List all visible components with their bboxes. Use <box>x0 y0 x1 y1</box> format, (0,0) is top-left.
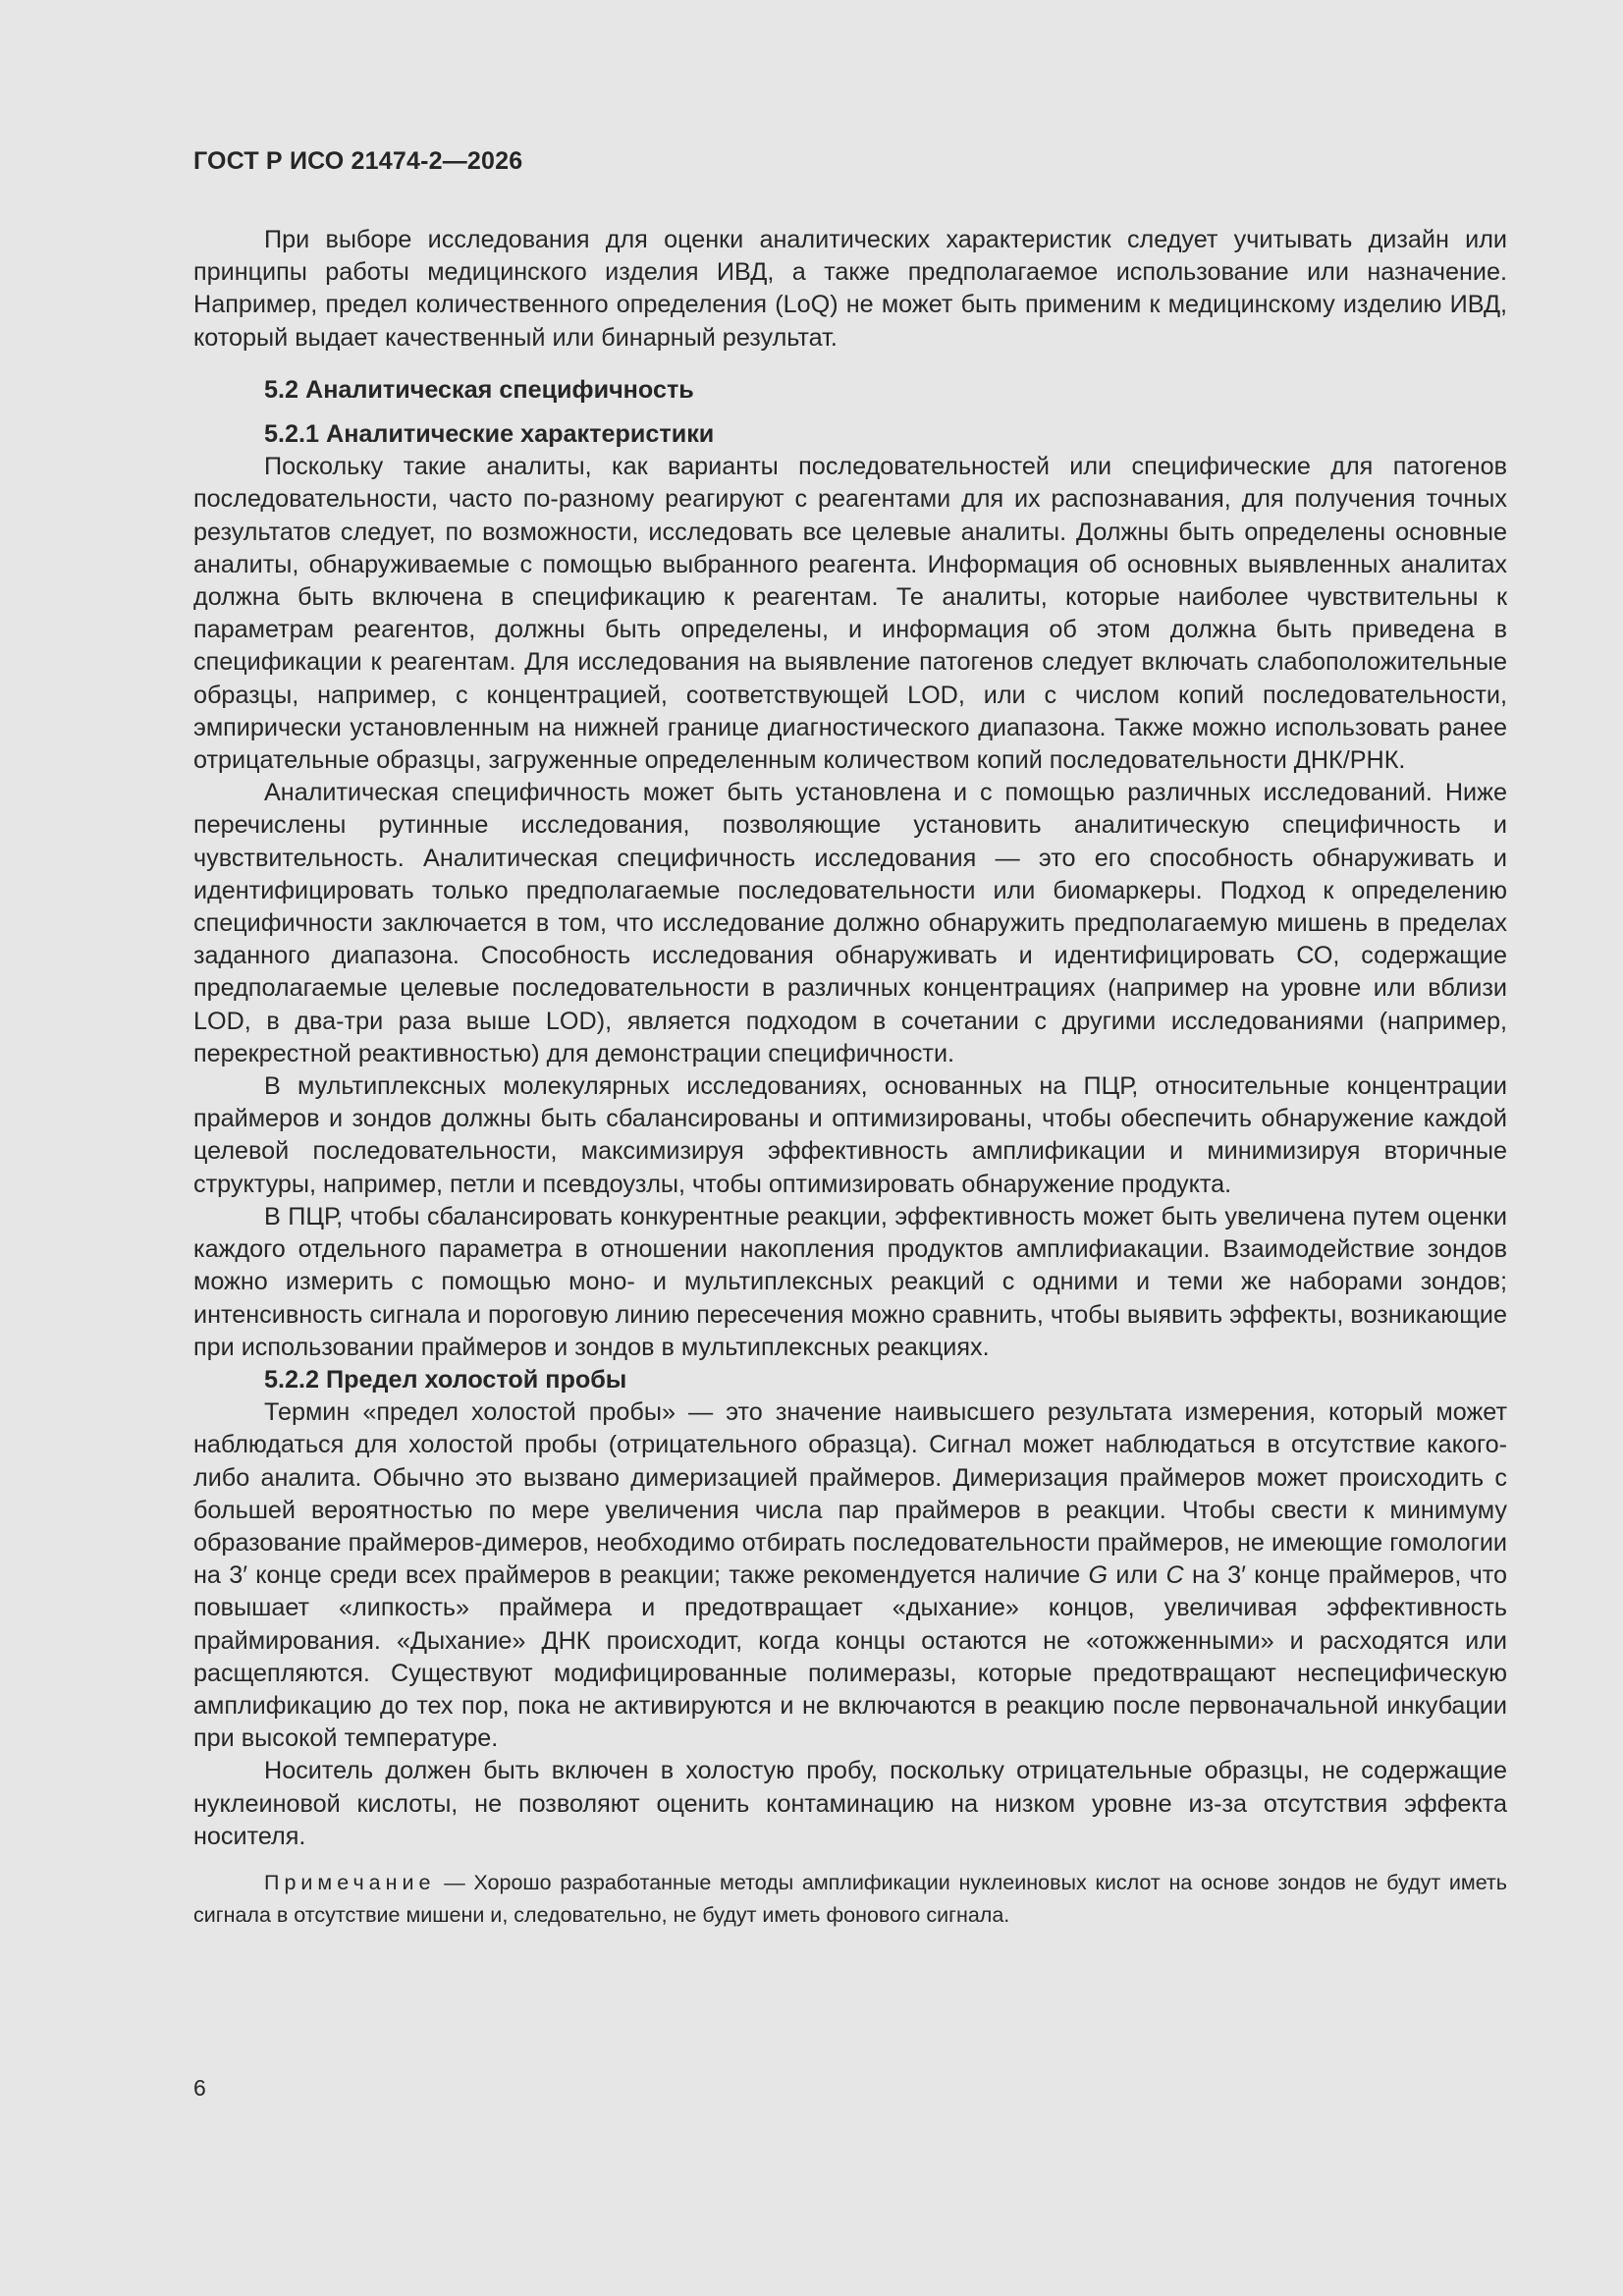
note-text: — Хорошо разработанные методы амплификации нуклеиновых кислот на основе зондов не будут иметь сигнала в отсутствие мишени и, следовательно, не будут иметь фонового сигнала. <box>193 1870 1507 1927</box>
section-5-2-1-paragraph: Поскольку такие аналиты, как варианты последовательностей или специфические для патогенов последовательности, часто по-разному реагируют с реагентами для их распознавания, для получения точных результатов следует, по возможности, исследовать все целевые аналиты. Должны быть определены основные аналиты, обнаруживаемые с помощью выбранного реагента. Информация об основных выявленных аналитах должна быть включена в спецификацию к реагентам. Те аналиты, которые наиболее чувствительны к параметрам реагентов, должны быть определены, и информация об этом должна быть приведена в спецификации к реагентам. Для исследования на выявление патогенов следует включать слабоположительные образцы, например, с концентрацией, соответствующей LOD, или с числом копий последовательности, эмпирически установленным на нижней границе диагностического диапазона. Также можно использовать ранее отрицательные образцы, загруженные определенным количеством копий последовательности ДНК/РНК. <box>193 453 1507 775</box>
standard-header: ГОСТ Р ИСО 21474-2—2026 <box>193 147 523 175</box>
section-5-2-1-heading: 5.2.1 Аналитические характеристики <box>264 420 715 449</box>
section-5-2-1-paragraph: В ПЦР, чтобы сбалансировать конкурентные реакции, эффективность может быть увеличена путем оценки каждого отдельного параметра в отношении накопления продуктов амплифиакации. Взаимодействие зондов можно измерить с помощью моно- и мультиплексных реакций с одними и теми же наборами зондов; интенсивность сигнала и пороговую линию пересечения можно сравнить, чтобы выявить эффекты, возникающие при использовании праймеров и зондов в мультиплексных реакциях. <box>193 1202 1507 1361</box>
paragraph-text: или <box>1108 1561 1166 1590</box>
note-block <box>193 1867 1507 1932</box>
paragraph-text: Термин «предел холостой пробы» — это значение наивысшего результата измерения, который может наблюдаться для холостой пробы (отрицательного образца). Сигнал может наблюдаться в отсутствие какого-либо аналита. Обычно это вызвано димеризацией праймеров. Димеризация праймеров может происходить с большей вероятностью по мере увеличения числа пар праймеров в реакции. Чтобы свести к минимуму образование праймеров-димеров, необходимо отбирать последовательности праймеров, не имеющие гомологии на 3′ конце среди всех праймеров в реакции; также рекомендуется наличие <box>193 1398 1507 1590</box>
nucleotide-g: G <box>1088 1561 1109 1590</box>
section-5-2-heading: 5.2 Аналитическая специфичность <box>264 375 694 404</box>
page-number: 6 <box>193 2075 206 2101</box>
paragraph-text: на 3′ конце праймеров, что повышает «липкость» праймера и предотвращает «дыхание» концов, увеличивая эффективность праймирования. «Дыхание» ДНК происходит, когда концы остаются не «отожженными» и расходятся или расщепляются. Существуют модифицированные полимеразы, которые предотвращают неспецифическую амплификацию до тех пор, пока не активируются и не включаются в реакцию после первоначальной инкубации при высокой температуре. <box>193 1561 1507 1753</box>
section-5-2-1-paragraph: Аналитическая специфичность может быть установлена и с помощью различных исследований. Ниже перечислены рутинные исследования, позволяющие установить аналитическую специфичность и чувствительность. Аналитическая специфичность исследования — это его способность обнаруживать и идентифицировать только предполагаемые последовательности или биомаркеры. Подход к определению специфичности заключается в том, что исследование должно обнаружить предполагаемую мишень в пределах заданного диапазона. Способность исследования обнаруживать и идентифицировать СО, содержащие предполагаемые целевые последовательности в различных концентрациях (например на уровне или вблизи LOD, в два-три раза выше LOD), является подходом в сочетании с другими исследованиями (например, перекрестной реактивностью) для демонстрации специфичности. <box>193 779 1507 1067</box>
note-label: Примечание <box>264 1870 436 1894</box>
intro-paragraph: При выборе исследования для оценки аналитических характеристик следует учитывать дизайн или принципы работы медицинского изделия ИВД, а также предполагаемое использование или назначение. Например, предел количественного определения (LoQ) не может быть применим к медицинскому изделию ИВД, который выдает качественный или бинарный результат. <box>193 226 1507 352</box>
section-5-2-2-paragraph: Носитель должен быть включен в холостую пробу, поскольку отрицательные образцы, не содержащие нуклеиновой кислоты, не позволяют оценить контаминацию на низком уровне из-за отсутствия эффекта носителя. <box>193 1757 1507 1850</box>
section-5-2-2-paragraph <box>193 1396 1507 1755</box>
section-5-2-2-heading: 5.2.2 Предел холостой пробы <box>264 1365 627 1394</box>
nucleotide-c: C <box>1165 1561 1184 1590</box>
section-5-2-1-paragraph: В мультиплексных молекулярных исследованиях, основанных на ПЦР, относительные концентрации праймеров и зондов должны быть сбалансированы и оптимизированы, чтобы обеспечить обнаружение каждой целевой последовательности, максимизируя эффективность амплификации и минимизируя вторичные структуры, например, петли и псевдоузлы, чтобы оптимизировать обнаружение продукта. <box>193 1072 1507 1198</box>
note-paragraph <box>193 1867 1507 1932</box>
document-body <box>193 224 1507 1932</box>
